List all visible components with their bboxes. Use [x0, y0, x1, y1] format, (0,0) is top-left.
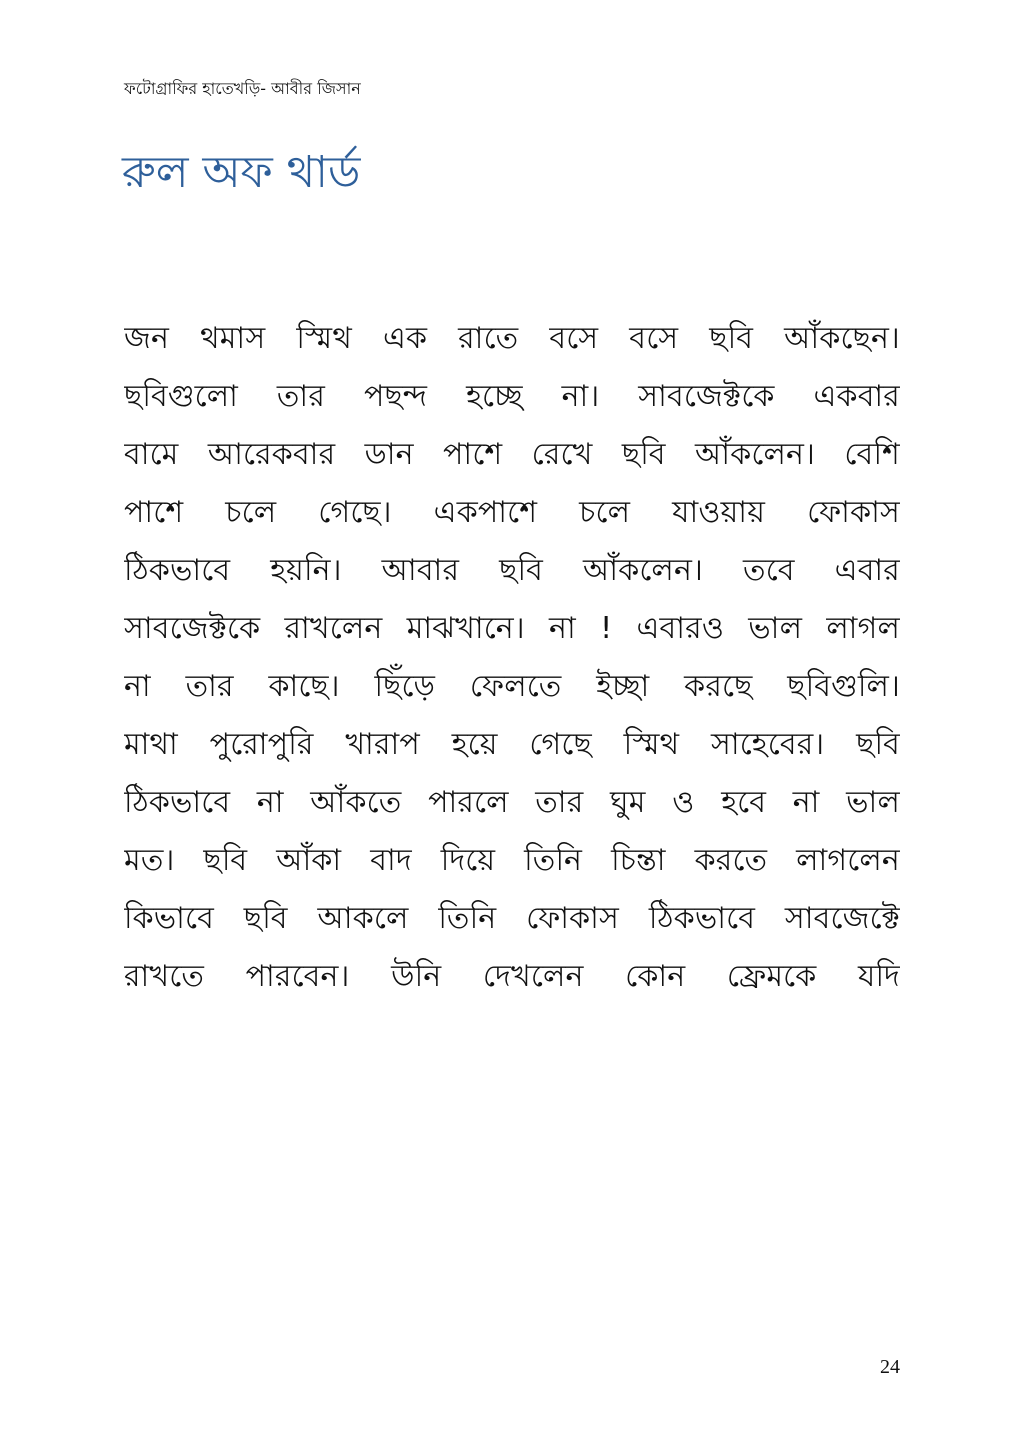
page-number: 24 — [880, 1356, 900, 1378]
body-line: বামে আরেকবার ডান পাশে রেখে ছবি আঁকলেন। বেশি — [124, 437, 900, 472]
chapter-title: রুল অফ থার্ড — [122, 147, 361, 198]
body-line: ঠিকভাবে না আঁকতে পারলে তার ঘুম ও হবে না ভাল — [124, 785, 900, 820]
body-line: ঠিকভাবে হয়নি। আবার ছবি আঁকলেন। তবে এবার — [124, 553, 900, 588]
body-line: মাথা পুরোপুরি খারাপ হয়ে গেছে স্মিথ সাহেবের। ছবি — [124, 727, 900, 762]
body-text — [124, 310, 900, 1006]
body-line: ছবিগুলো তার পছন্দ হচ্ছে না। সাবজেক্টকে একবার — [124, 379, 900, 414]
body-line: পাশে চলে গেছে। একপাশে চলে যাওয়ায় ফোকাস — [124, 495, 900, 530]
body-line: জন থমাস স্মিথ এক রাতে বসে বসে ছবি আঁকছেন। — [124, 321, 900, 356]
body-line: সাবজেক্টকে রাখলেন মাঝখানে। না ! এবারও ভাল লাগল — [124, 611, 900, 646]
body-line: কিভাবে ছবি আকলে তিনি ফোকাস ঠিকভাবে সাবজেক্টে — [124, 901, 900, 936]
body-line: না তার কাছে। ছিঁড়ে ফেলতে ইচ্ছা করছে ছবিগুলি। — [124, 669, 900, 704]
body-line: রাখতে পারবেন। উনি দেখলেন কোন ফ্রেমকে যদি — [124, 959, 900, 994]
running-header: ফটোগ্রাফির হাতেখড়ি- আবীর জিসান — [124, 79, 361, 98]
body-line: মত। ছবি আঁকা বাদ দিয়ে তিনি চিন্তা করতে লাগলেন — [124, 843, 900, 878]
